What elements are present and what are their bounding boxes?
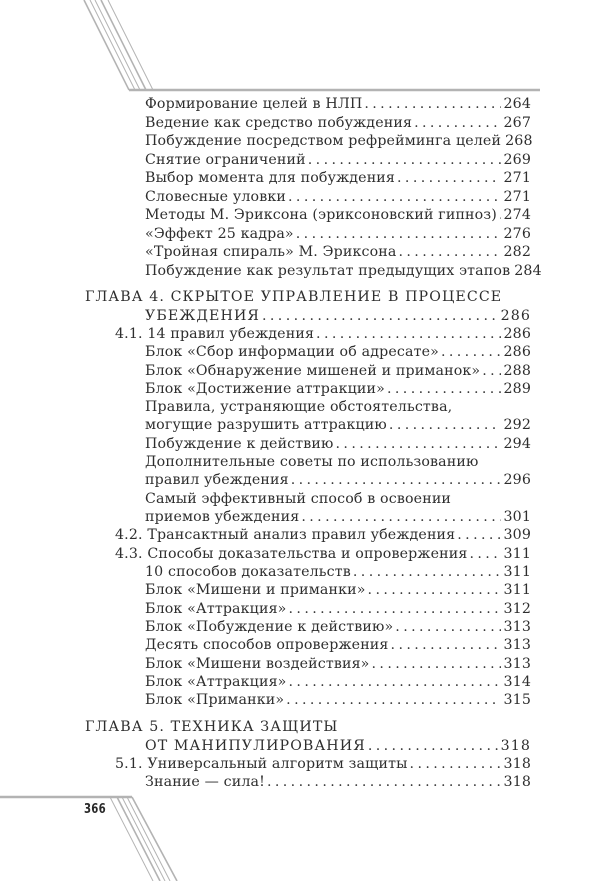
- chapter-5-heading[interactable]: [85, 718, 531, 736]
- toc-entry-page: 301: [503, 509, 531, 525]
- toc-entry-title: Блок «Мишени и приманки»: [145, 582, 366, 598]
- toc-entry-page: 268: [505, 133, 533, 149]
- toc-entry[interactable]: [145, 416, 531, 434]
- toc-entry-page: 314: [503, 674, 531, 690]
- toc-entry-title: Самый эффективный способ в освоении: [145, 490, 452, 507]
- toc-entry-title: 5.1. Универсальный алгоритм защиты: [115, 756, 408, 772]
- toc-entry-title: Знание — сила!: [145, 774, 265, 790]
- toc-entry[interactable]: [145, 188, 531, 206]
- toc-entry[interactable]: [145, 225, 531, 243]
- toc-entry-page: 313: [503, 655, 531, 672]
- toc-entry-page: 312: [503, 600, 531, 617]
- dot-leader: [288, 188, 501, 206]
- toc-entry-title: Блок «Приманки»: [145, 692, 285, 708]
- toc-entry-page: 313: [503, 637, 531, 653]
- toc-entry[interactable]: [145, 636, 531, 654]
- toc-entry[interactable]: [145, 508, 531, 526]
- dot-leader: [398, 243, 501, 261]
- toc-section[interactable]: [115, 325, 531, 343]
- chapter-title-line2: УБЕЖДЕНИЯ: [145, 307, 260, 324]
- toc-section[interactable]: [115, 755, 531, 773]
- dot-leader: [316, 325, 501, 343]
- toc-entry-title: Блок «Сбор информации об адресате»: [145, 344, 439, 360]
- toc-entry-title: правил убеждения: [145, 472, 289, 488]
- toc-entry-page: 286: [503, 344, 531, 360]
- toc-entry-title: Выбор момента для побуждения: [145, 170, 396, 186]
- toc-entry-title: Формирование целей в НЛП: [145, 96, 363, 112]
- toc-entry-title: 4.3. Способы доказательства и опровержения: [115, 545, 468, 562]
- toc-entry-title: Методы М. Эриксона (эриксоновский гипноз): [145, 207, 497, 223]
- toc-entry-title: Блок «Аттракция»: [145, 600, 287, 617]
- dot-leader: [457, 526, 501, 544]
- toc-entry-page: 284: [514, 262, 542, 279]
- dot-leader: [291, 471, 502, 489]
- toc-entry[interactable]: [145, 362, 531, 380]
- toc-entry-title: Побуждение посредством рефрейминга целей: [145, 133, 502, 149]
- toc-section[interactable]: [115, 545, 531, 563]
- toc-entry-title: Блок «Обнаружение мишеней и приманок»: [145, 362, 481, 379]
- toc-entry-page: 271: [503, 170, 531, 186]
- toc-entry[interactable]: [145, 114, 531, 132]
- toc-entry-page: 292: [503, 417, 531, 433]
- toc-entry[interactable]: [145, 243, 531, 261]
- toc-entry[interactable]: [145, 563, 531, 581]
- dot-leader: [368, 581, 502, 599]
- toc-entry-page: 264: [503, 96, 531, 112]
- toc-entry-page: 311: [503, 545, 531, 562]
- dot-leader: [410, 755, 502, 773]
- chapter-title-line2: ОТ МАНИПУЛИРОВАНИЯ: [145, 737, 366, 754]
- chapter-title-line1: ГЛАВА 4. СКРЫТОЕ УПРАВЛЕНИЕ В ПРОЦЕССЕ: [85, 289, 503, 305]
- toc-entry-title: Десять способов опровержения: [145, 637, 389, 653]
- toc-entry-page: 282: [503, 244, 531, 260]
- toc-entry-page: 289: [503, 380, 531, 397]
- dot-leader: [336, 435, 502, 453]
- toc-entry[interactable]: [145, 132, 531, 150]
- toc-entry-title: Ведение как средство побуждения: [145, 114, 413, 131]
- dot-leader: [441, 343, 502, 361]
- toc-entry-page: 318: [503, 774, 531, 790]
- toc-entry[interactable]: [145, 151, 531, 169]
- toc-entry-title: Блок «Побуждение к действию»: [145, 619, 394, 635]
- toc-entry[interactable]: [145, 691, 531, 709]
- chapter-title-line1: ГЛАВА 5. ТЕХНИКА ЗАЩИТЫ: [85, 719, 339, 735]
- chapter-4-heading-cont[interactable]: [145, 307, 531, 325]
- toc-entry-title: Блок «Мишени воздействия»: [145, 655, 370, 672]
- dot-leader: [395, 618, 501, 636]
- toc-entry-title: Блок «Достижение аттракции»: [145, 380, 385, 397]
- dot-leader: [397, 169, 501, 187]
- toc-entry-page: 286: [503, 325, 531, 342]
- chapter-4-heading[interactable]: [85, 288, 531, 306]
- dot-leader: [262, 307, 499, 325]
- dot-leader: [389, 416, 502, 434]
- toc-entry[interactable]: [145, 773, 531, 791]
- chapter-page: 286: [500, 307, 531, 324]
- dot-leader: [289, 600, 502, 618]
- toc-entry-page: 309: [503, 527, 531, 543]
- dot-leader: [368, 737, 499, 755]
- toc-entry-title: 10 способов доказательств: [145, 564, 351, 580]
- toc-entry-title: 4.1. 14 правил убеждения: [115, 325, 315, 342]
- page-number: 366: [84, 802, 106, 817]
- chapter-5-heading-cont[interactable]: [145, 737, 531, 755]
- toc-entry[interactable]: [145, 490, 531, 508]
- dot-leader: [469, 545, 501, 563]
- dot-leader: [267, 773, 502, 791]
- toc-entry-title: Побуждение к действию: [145, 435, 334, 452]
- dot-leader: [364, 95, 501, 113]
- toc-entry-page: 267: [503, 114, 531, 131]
- toc-entry[interactable]: [145, 206, 531, 224]
- toc-entry-page: 313: [503, 619, 531, 635]
- toc-entry-page: 311: [503, 582, 531, 598]
- top-corner-rule: [84, 0, 540, 90]
- toc-entry[interactable]: [145, 169, 531, 187]
- dot-leader: [301, 508, 501, 526]
- toc-entry-page: 274: [503, 207, 531, 223]
- toc-entry-title: могущие разрушить аттракцию: [145, 417, 387, 433]
- toc-entry[interactable]: [145, 600, 531, 618]
- toc-entry-title: «Эффект 25 кадра»: [145, 225, 294, 242]
- dot-leader: [353, 563, 502, 581]
- toc-entry-title: Правила, устраняющие обстоятельства,: [145, 399, 453, 415]
- toc-entry-page: 271: [503, 188, 531, 205]
- toc-entry-title: «Тройная спираль» М. Эриксона: [145, 244, 397, 260]
- toc-entry[interactable]: [145, 95, 531, 113]
- toc-entry[interactable]: [145, 343, 531, 361]
- dot-leader: [372, 655, 502, 673]
- toc-entry[interactable]: [145, 380, 531, 398]
- toc-entry[interactable]: [145, 673, 531, 691]
- toc-entry-title: Дополнительные советы по использованию: [145, 454, 479, 470]
- toc-entry-page: 311: [503, 564, 531, 580]
- toc-entry[interactable]: [145, 581, 531, 599]
- toc-entry[interactable]: [145, 435, 531, 453]
- toc-entry-title: Снятие ограничений: [145, 151, 306, 168]
- dot-leader: [308, 151, 502, 169]
- dot-leader: [391, 636, 502, 654]
- dot-leader: [482, 362, 501, 380]
- toc-entry-title: приемов убеждения: [145, 509, 300, 525]
- dot-leader: [387, 380, 502, 398]
- toc-entry[interactable]: [145, 262, 542, 280]
- toc-entry-page: 318: [503, 756, 531, 772]
- toc-entry-title: Словесные уловки: [145, 188, 287, 205]
- toc-entry[interactable]: [145, 471, 531, 489]
- dot-leader: [414, 114, 501, 132]
- toc-entry-page: 276: [503, 225, 531, 242]
- toc-entry-page: 269: [503, 151, 531, 168]
- toc-entry[interactable]: [145, 618, 531, 636]
- toc-entry[interactable]: [145, 398, 531, 416]
- toc-entry-page: 288: [503, 362, 531, 379]
- dot-leader: [289, 673, 502, 691]
- toc-entry[interactable]: [145, 453, 531, 471]
- toc-entry-page: 315: [503, 692, 531, 708]
- dot-leader: [296, 225, 502, 243]
- toc-section[interactable]: [115, 526, 531, 544]
- dot-leader: [286, 691, 501, 709]
- toc-entry-page: 296: [503, 472, 531, 488]
- toc-entry-title: 4.2. Трансактный анализ правил убеждения: [115, 527, 456, 543]
- toc-entry-page: 294: [503, 435, 531, 452]
- dot-leader: [499, 206, 502, 224]
- toc-entry-title: Побуждение как результат предыдущих этапов: [145, 262, 511, 279]
- chapter-page: 318: [500, 737, 531, 754]
- toc-entry[interactable]: [145, 655, 531, 673]
- toc-entry-title: Блок «Аттракция»: [145, 674, 287, 690]
